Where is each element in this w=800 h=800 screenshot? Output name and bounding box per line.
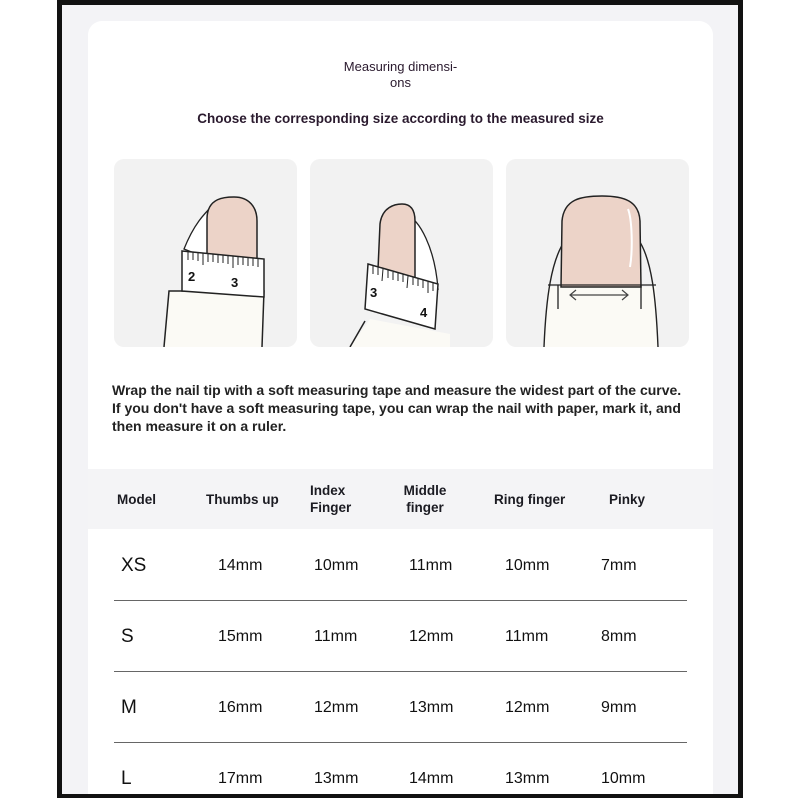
table-row-l bbox=[88, 744, 713, 798]
thumb-tape-illustration bbox=[114, 159, 297, 347]
header-middle bbox=[400, 469, 450, 529]
title-line-2: ons bbox=[390, 75, 411, 90]
cell-thumb: 17mm bbox=[218, 770, 263, 787]
cell-model: M bbox=[121, 697, 137, 718]
cell-pinky: 7mm bbox=[601, 557, 637, 574]
cell-ring: 13mm bbox=[505, 770, 550, 787]
title-line-1: Measuring dimensi- bbox=[343, 59, 458, 74]
page-frame bbox=[57, 0, 743, 798]
page-subtitle: Choose the corresponding size according to the measured size bbox=[197, 111, 604, 126]
header-middle-line2: finger bbox=[406, 500, 444, 515]
header-index bbox=[310, 469, 351, 529]
cell-index: 10mm bbox=[314, 557, 359, 574]
cell-thumb: 14mm bbox=[218, 557, 263, 574]
cell-model: S bbox=[121, 626, 134, 647]
header-index-line1: Index bbox=[310, 483, 346, 498]
cell-middle: 13mm bbox=[409, 699, 454, 716]
cell-pinky: 8mm bbox=[601, 628, 637, 645]
cell-index: 13mm bbox=[314, 770, 359, 787]
tape-label-2: 2 bbox=[188, 269, 196, 284]
table-row-xs bbox=[88, 531, 713, 601]
tape-label-4: 4 bbox=[420, 305, 428, 320]
cell-model: XS bbox=[121, 555, 147, 576]
row-divider bbox=[114, 742, 687, 743]
cell-ring: 12mm bbox=[505, 699, 550, 716]
cell-pinky: 10mm bbox=[601, 770, 646, 787]
cell-thumb: 16mm bbox=[218, 699, 263, 716]
page-title bbox=[88, 59, 713, 91]
cell-index: 11mm bbox=[314, 628, 358, 645]
cell-index: 12mm bbox=[314, 699, 359, 716]
cell-pinky: 9mm bbox=[601, 699, 637, 716]
cell-middle: 12mm bbox=[409, 628, 454, 645]
cell-middle: 14mm bbox=[409, 770, 454, 787]
cell-thumb: 15mm bbox=[218, 628, 263, 645]
cell-middle: 11mm bbox=[409, 557, 453, 574]
nail-width-illustration bbox=[506, 159, 689, 347]
cell-ring: 10mm bbox=[505, 557, 550, 574]
header-index-line2: Finger bbox=[310, 500, 352, 515]
row-divider bbox=[114, 600, 687, 601]
header-thumb: Thumbs up bbox=[206, 491, 279, 507]
finger-shape bbox=[164, 291, 264, 347]
size-table-header bbox=[88, 469, 713, 529]
angled-tape-illustration bbox=[310, 159, 493, 347]
illustration-thumb-tape bbox=[114, 159, 297, 347]
table-row-m bbox=[88, 673, 713, 743]
illustration-nail-width bbox=[506, 159, 689, 347]
row-divider bbox=[114, 671, 687, 672]
cell-model: L bbox=[121, 768, 132, 789]
header-model: Model bbox=[117, 491, 156, 507]
illustration-angled-tape bbox=[310, 159, 493, 347]
header-pinky: Pinky bbox=[609, 491, 646, 507]
size-guide-card bbox=[88, 21, 713, 798]
tape-label-3: 3 bbox=[231, 275, 239, 290]
table-row-s bbox=[88, 602, 713, 672]
measuring-instructions: Wrap the nail tip with a soft measuring tape and measure the widest part of the curve. If you don't have a soft measuring tape, you can wrap the nail with paper, mark it, and then measure it on a ruler. bbox=[112, 382, 682, 434]
tape-label-3: 3 bbox=[370, 285, 378, 300]
header-ring: Ring finger bbox=[494, 491, 566, 507]
nail-shape bbox=[207, 197, 257, 259]
header-middle-line1: Middle bbox=[403, 483, 447, 498]
cell-ring: 11mm bbox=[505, 628, 549, 645]
